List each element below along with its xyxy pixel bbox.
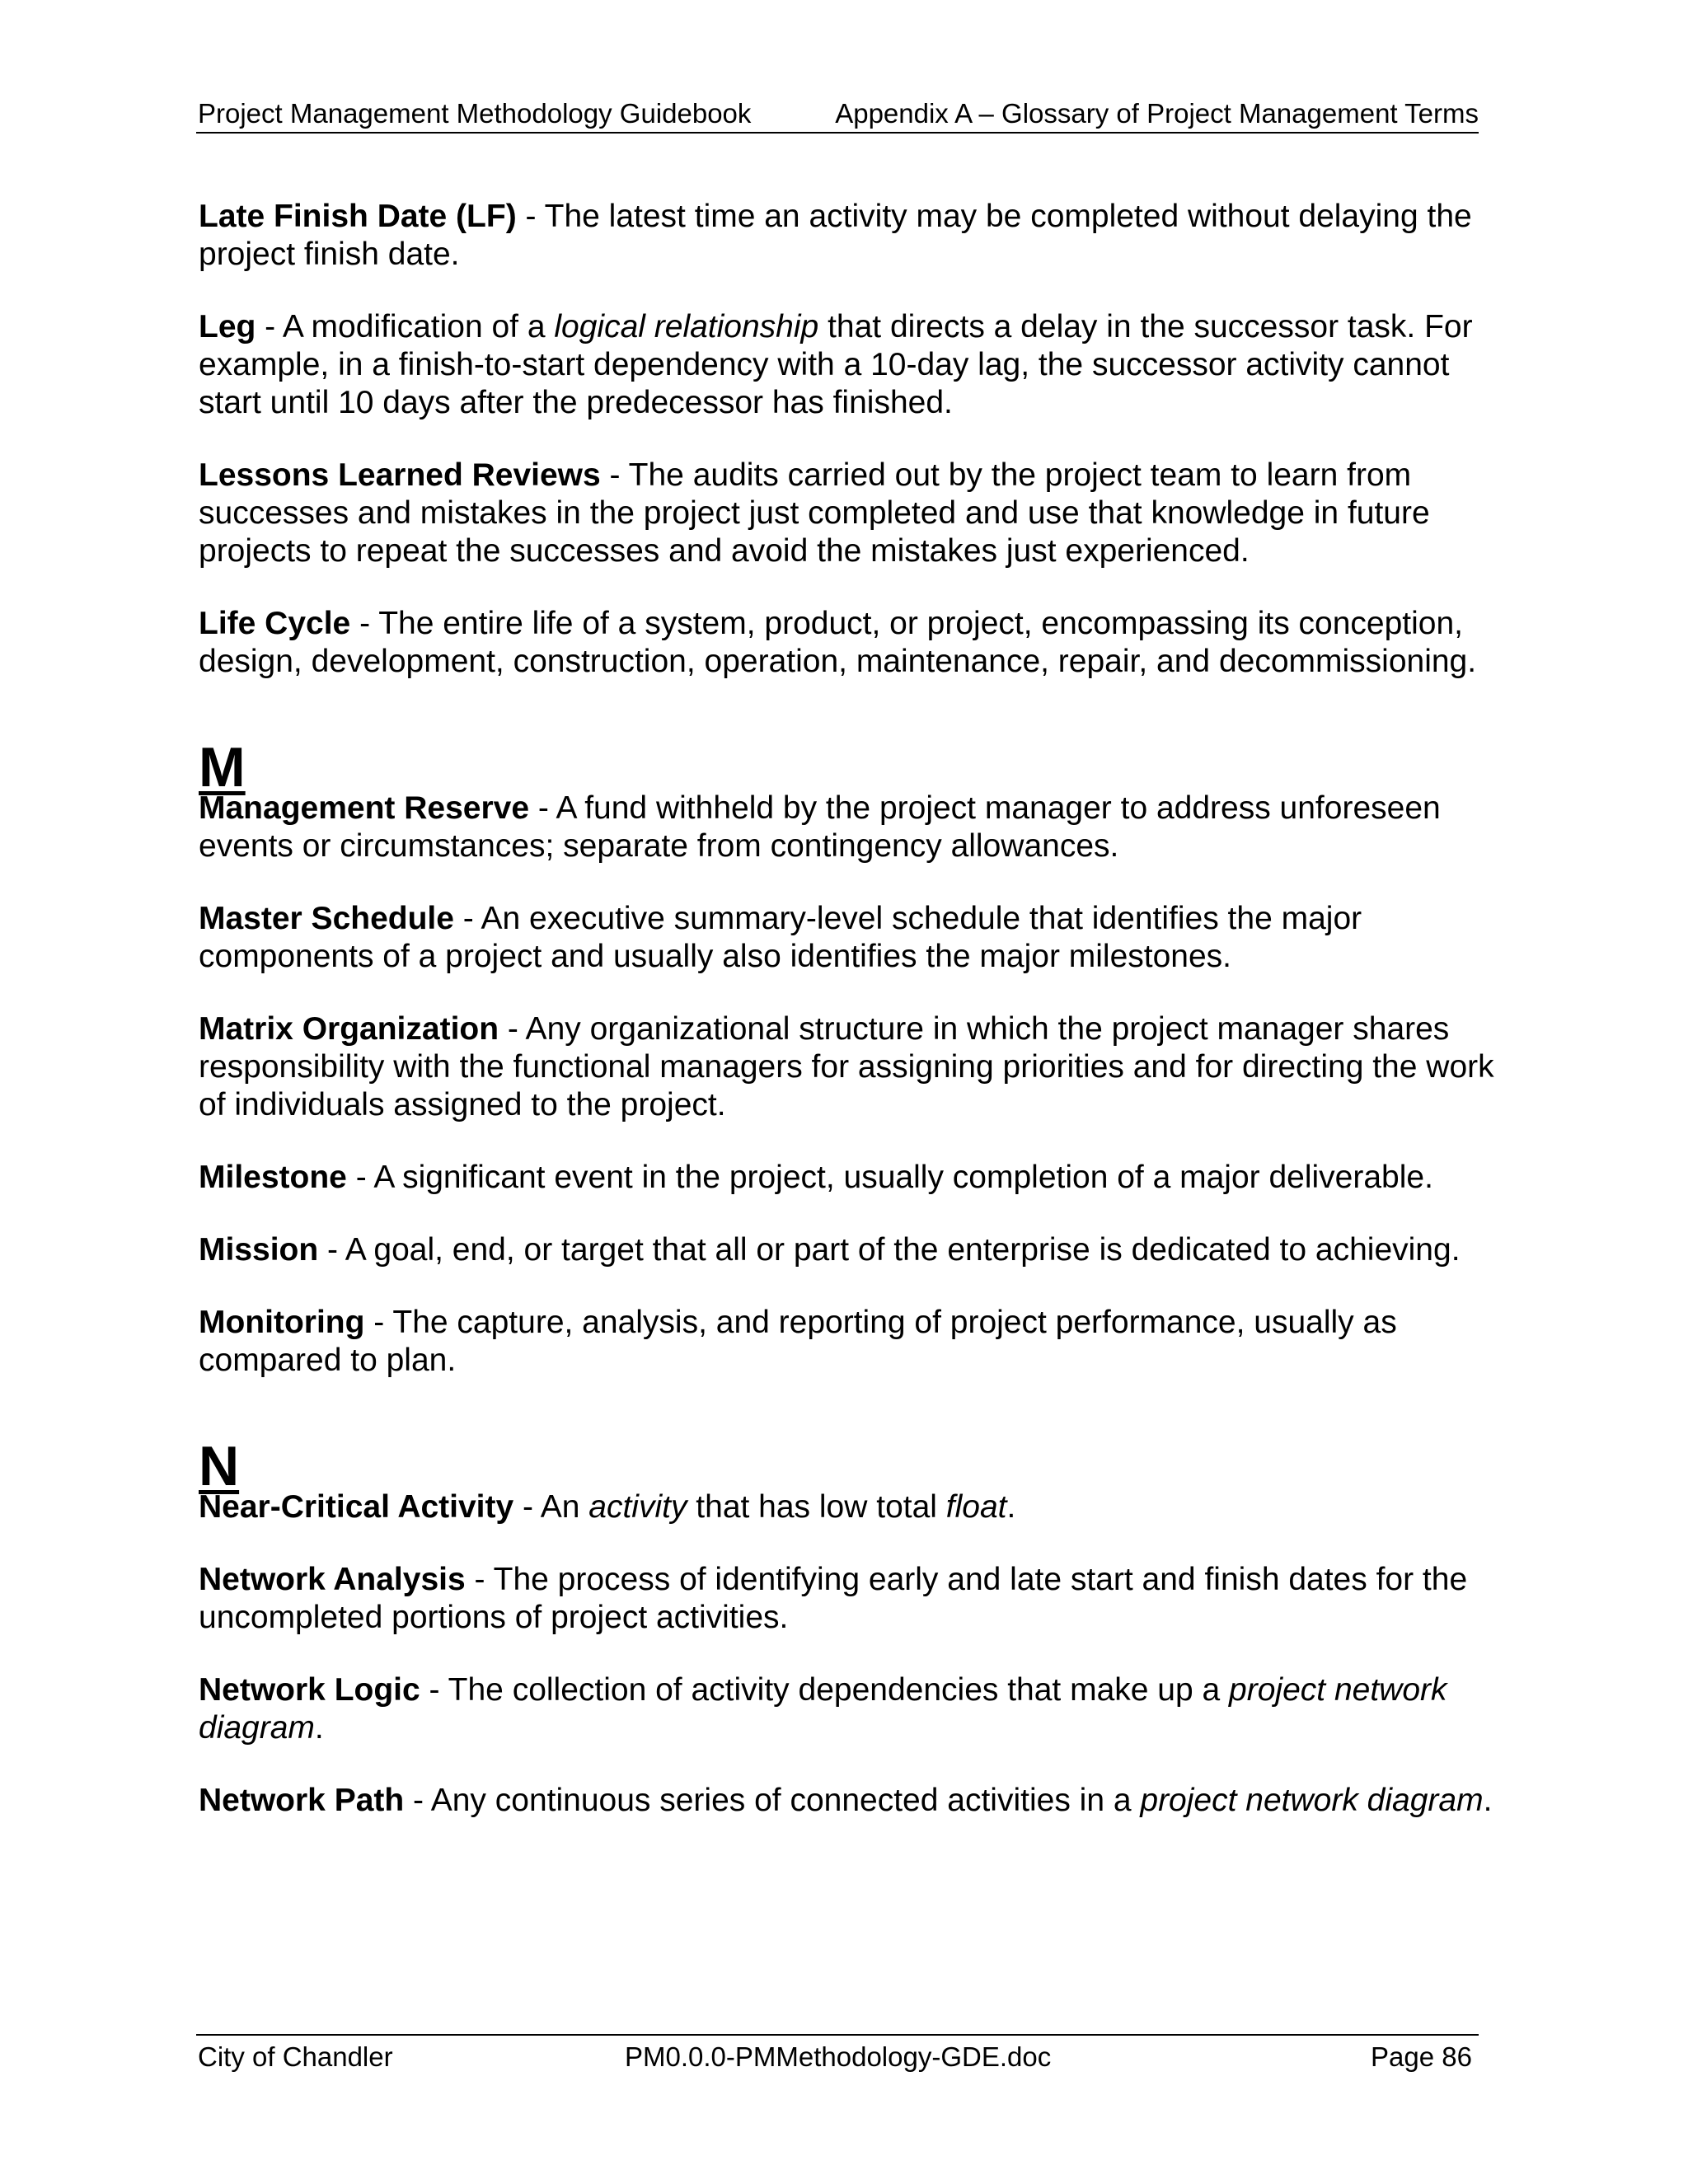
glossary-entry xyxy=(199,1782,1501,1820)
glossary-term: Near-Critical Activity xyxy=(199,1489,514,1525)
glossary-definition: - The latest time an activity may be completed without delaying the project finish date. xyxy=(199,199,1472,272)
section-letter-heading: M xyxy=(199,736,246,799)
glossary-definition: - An executive summary-level schedule that identifies the major components of a project and usually also identifies the major milestones. xyxy=(199,901,1362,974)
glossary-entry xyxy=(199,1010,1501,1124)
glossary-term: Mission xyxy=(199,1232,319,1268)
glossary-definition-emphasis: float xyxy=(945,1489,1007,1525)
glossary-term: Master Schedule xyxy=(199,901,454,936)
glossary-term: Monitoring xyxy=(199,1305,365,1340)
glossary-entry xyxy=(199,1671,1501,1747)
glossary-definition-emphasis: activity xyxy=(588,1489,687,1525)
glossary-definition-emphasis: logical relationship xyxy=(554,309,819,344)
glossary-definition: . xyxy=(1483,1783,1493,1818)
page-footer xyxy=(196,2034,1479,2074)
footer-page-number: Page 86 xyxy=(1371,2041,1472,2072)
glossary-term: Milestone xyxy=(199,1160,347,1195)
page-header xyxy=(196,97,1479,134)
glossary-definition: . xyxy=(314,1710,324,1746)
glossary-entry xyxy=(199,1231,1501,1269)
glossary-term: Leg xyxy=(199,309,256,344)
glossary-term: Network Path xyxy=(199,1783,405,1818)
glossary-definition-emphasis: project network diagram xyxy=(1140,1783,1484,1818)
glossary-entry xyxy=(199,1561,1501,1637)
glossary-entry xyxy=(199,1159,1501,1197)
glossary-definition: - The process of identifying early and late start and finish dates for the uncompleted portions of project activities. xyxy=(199,1562,1468,1635)
glossary-entry xyxy=(199,308,1501,422)
glossary-definition: - An xyxy=(513,1489,589,1525)
glossary-definition: . xyxy=(1006,1489,1016,1525)
glossary-entry xyxy=(199,1304,1501,1380)
glossary-definition: - A significant event in the project, usually completion of a major deliverable. xyxy=(346,1160,1433,1195)
glossary-definition: - A fund withheld by the project manager to address unforeseen events or circumstances; separate from contingency allowances. xyxy=(199,790,1441,864)
glossary-entry xyxy=(199,900,1501,976)
glossary-term: Matrix Organization xyxy=(199,1011,499,1047)
footer-filename: PM0.0.0-PMMethodology-GDE.doc xyxy=(625,2041,1052,2072)
glossary-term: Network Analysis xyxy=(199,1562,466,1597)
glossary-definition: that directs a delay in the successor task. For example, in a finish-to-start dependency with a 10-day lag, the successor activity cannot start until 10 days after the predecessor has finished. xyxy=(199,309,1473,420)
header-section-title: Appendix A – Glossary of Project Management Terms xyxy=(835,98,1479,129)
glossary-entry xyxy=(199,790,1501,865)
glossary-definition: - The audits carried out by the project team to learn from successes and mistakes in the project just completed and use that knowledge in future projects to repeat the successes and avoid the mistakes just experienced. xyxy=(199,457,1430,569)
glossary-term: Late Finish Date (LF) xyxy=(199,199,517,234)
glossary-section-n xyxy=(199,1434,1501,1820)
glossary-content xyxy=(199,198,1501,1854)
glossary-term: Life Cycle xyxy=(199,606,351,641)
glossary-term: Management Reserve xyxy=(199,790,530,826)
header-document-title: Project Management Methodology Guidebook xyxy=(198,98,752,129)
glossary-entry xyxy=(199,198,1501,274)
glossary-definition: that has low total xyxy=(687,1489,946,1525)
glossary-entry xyxy=(199,605,1501,681)
glossary-section-m xyxy=(199,735,1501,1380)
glossary-definition: - Any continuous series of connected activities in a xyxy=(404,1783,1141,1818)
glossary-entry xyxy=(199,1488,1501,1526)
glossary-definition-emphasis: project network diagram xyxy=(199,1672,1447,1746)
section-letter-heading: N xyxy=(199,1435,240,1497)
glossary-term: Network Logic xyxy=(199,1672,420,1708)
glossary-definition: - A goal, end, or target that all or part of the enterprise is dedicated to achieving. xyxy=(318,1232,1461,1268)
glossary-definition: - Any organizational structure in which the project manager shares responsibility with the functional managers for assigning priorities and for directing the work of individuals assigned to the project. xyxy=(199,1011,1494,1122)
glossary-definition: - A modification of a xyxy=(256,309,555,344)
glossary-term: Lessons Learned Reviews xyxy=(199,457,601,493)
glossary-definition: - The entire life of a system, product, or project, encompassing its conception, design, development, construction, operation, maintenance, repair, and decommissioning. xyxy=(199,606,1477,679)
glossary-definition: - The collection of activity dependencies that make up a xyxy=(420,1672,1230,1708)
glossary-entry xyxy=(199,457,1501,570)
glossary-definition: - The capture, analysis, and reporting of project performance, usually as compared to plan. xyxy=(199,1305,1397,1378)
footer-organization: City of Chandler xyxy=(198,2041,393,2072)
